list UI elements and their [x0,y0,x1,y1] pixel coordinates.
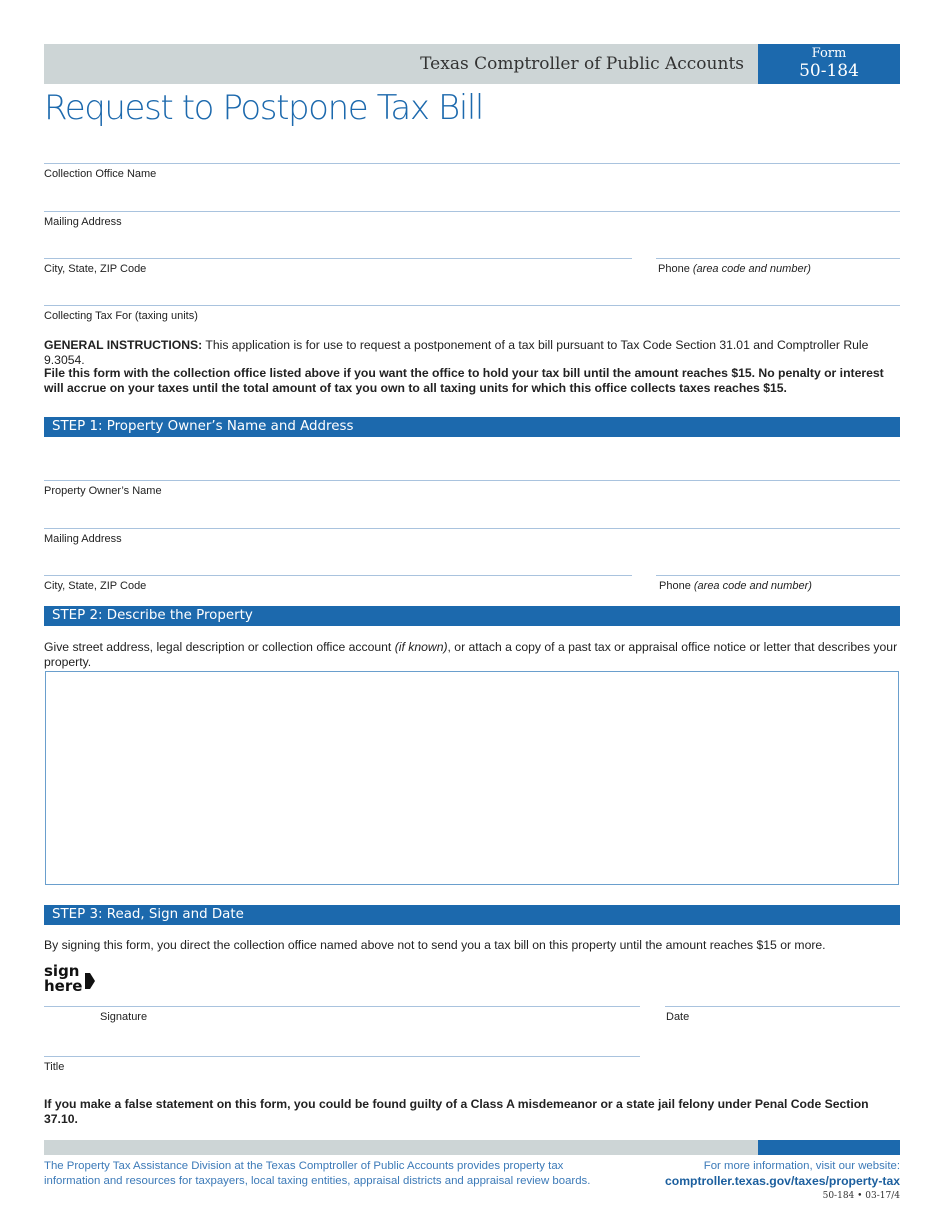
phone-label-text: Phone [658,263,690,275]
date-label: Date [666,1011,690,1023]
instructions-heading: GENERAL INSTRUCTIONS: [44,338,203,352]
instructions-bold-note: File this form with the collection office listed above if you want the office to hold your tax bill until the amount reaches $15. No penalty or interest will accrue on your taxes until the total amount of tax you own to all taxing units for which this office collects taxes reaches $15. [44,366,884,395]
title-field[interactable] [44,1056,640,1057]
signature-label: Signature [100,1011,148,1023]
collection-office-phone-field[interactable] [656,258,900,259]
collection-office-name-field[interactable] [44,163,900,164]
owner-phone-hint-text: (area code and number) [693,580,812,592]
step3-text: By signing this form, you direct the collection office named above not to send you a tax bill on this property until the amount reaches $15 or more. [44,938,826,952]
here-word: here [44,977,83,995]
sign-arrow-icon [84,972,96,990]
owner-name-label: Property Owner’s Name [44,485,162,497]
owner-mailing-field[interactable] [44,528,900,529]
footer-info [600,1159,900,1204]
owner-phone-label [659,580,812,592]
footer-form-code: 50-184 • 03-17/4 [822,1191,900,1201]
collection-office-city-label: City, State, ZIP Code [44,263,147,275]
form-label: Form [811,46,847,61]
page-title: Request to Postpone Tax Bill [44,88,483,128]
step1-heading: STEP 1: Property Owner’s Name and Address [44,417,900,437]
owner-phone-label-text: Phone [659,580,691,592]
step2-text-after: , or attach a copy of a past tax or appraisal office notice or letter that describes your property. [44,640,898,669]
agency-name: Texas Comptroller of Public Accounts [420,54,744,74]
step2-heading: STEP 2: Describe the Property [44,606,900,626]
phone-hint-text: (area code and number) [692,263,811,275]
owner-city-field[interactable] [44,575,632,576]
sign-here-label [44,964,82,994]
collection-office-name-label: Collection Office Name [44,168,157,180]
instructions-text: This application is for use to request a postponement of a tax bill pursuant to Tax Code Section 31.01 and Comptroller Rule 9.3054. [44,338,869,367]
title-label: Title [44,1061,65,1073]
footer-visit-text: For more information, visit our website: [703,1160,900,1172]
footer-bar-grey [44,1140,758,1155]
owner-name-field[interactable] [44,480,900,481]
general-instructions [44,338,900,368]
collecting-tax-for-field[interactable] [44,305,900,306]
owner-city-label: City, State, ZIP Code [44,580,147,592]
sign-word: sign [44,962,80,980]
owner-mailing-label: Mailing Address [44,533,122,545]
signature-field[interactable] [44,1006,640,1007]
property-description-box[interactable] [45,671,899,885]
step2-text-before: Give street address, legal description or collection office account [44,640,395,654]
footer-website-link[interactable]: comptroller.texas.gov/taxes/property-tax [664,1174,900,1188]
owner-phone-field[interactable] [656,575,900,576]
step2-text-italic: (if known) [394,640,448,654]
form-number-box [758,44,900,84]
collection-office-mailing-label: Mailing Address [44,216,122,228]
collection-office-city-field[interactable] [44,258,632,259]
step2-instructions [44,640,900,670]
collecting-tax-for-label: Collecting Tax For (taxing units) [44,310,198,322]
collection-office-mailing-field[interactable] [44,211,900,212]
false-statement-warning: If you make a false statement on this form, you could be found guilty of a Class A misdemeanor or a state jail felony under Penal Code Section 37.10. [44,1097,869,1126]
step3-heading: STEP 3: Read, Sign and Date [44,905,900,925]
form-number: 50-184 [799,61,859,81]
footer-bar-blue [758,1140,900,1155]
footer-description: The Property Tax Assistance Division at the Texas Comptroller of Public Accounts provides property tax information and resources for taxpayers, local taxing entities, appraisal districts and appraisal review boards. [44,1160,591,1187]
date-field[interactable] [665,1006,900,1007]
collection-office-phone-label [658,263,811,275]
